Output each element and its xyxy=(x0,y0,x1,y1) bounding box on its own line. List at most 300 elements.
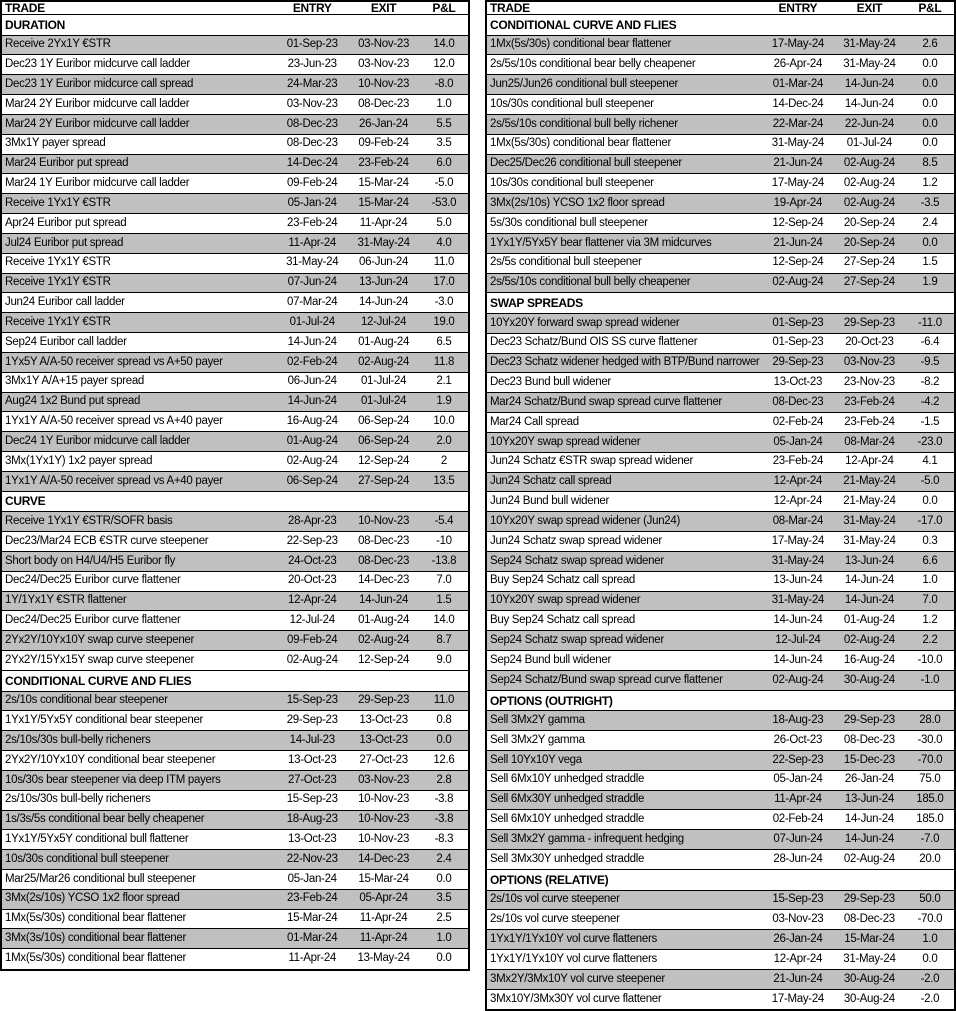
entry-cell: 26-Apr-24 xyxy=(763,55,833,75)
entry-cell: 12-Jul-24 xyxy=(277,611,347,631)
trade-cell: 2s/5s/10s conditional bull belly cheapener xyxy=(486,273,763,293)
table-row xyxy=(486,373,955,393)
entry-cell: 12-Sep-24 xyxy=(763,253,833,273)
exit-cell: 01-Jul-24 xyxy=(347,392,420,412)
entry-cell: 08-Dec-23 xyxy=(277,134,347,154)
trade-cell: Dec23 Bund bull widener xyxy=(486,373,763,393)
pnl-cell: -10.0 xyxy=(906,651,955,671)
table-row xyxy=(1,790,469,810)
trade-cell: 2s/10s/30s bull-belly richeners xyxy=(1,731,277,751)
exit-cell: 21-May-24 xyxy=(833,472,906,492)
pnl-cell: 10.0 xyxy=(420,412,469,432)
exit-cell: 14-Jun-24 xyxy=(833,830,906,850)
exit-cell: 06-Jun-24 xyxy=(347,253,420,273)
pnl-cell: 185.0 xyxy=(906,810,955,830)
trade-cell: Sell 6Mx10Y unhedged straddle xyxy=(486,810,763,830)
entry-cell: 27-Oct-23 xyxy=(277,770,347,790)
pnl-cell: -53.0 xyxy=(420,194,469,214)
pnl-cell: 12.6 xyxy=(420,751,469,771)
column-header-exit: EXIT xyxy=(347,1,420,15)
entry-cell: 01-Jul-24 xyxy=(277,313,347,333)
exit-cell: 08-Dec-23 xyxy=(347,551,420,571)
trades-table-left xyxy=(0,0,470,971)
pnl-cell: 1.0 xyxy=(906,571,955,591)
table-row xyxy=(1,471,469,491)
entry-cell: 09-Feb-24 xyxy=(277,174,347,194)
exit-cell: 15-Mar-24 xyxy=(347,870,420,890)
trade-cell: 10s/30s conditional bull steepener xyxy=(486,95,763,115)
pnl-cell: -70.0 xyxy=(906,910,955,930)
pnl-cell: 6.6 xyxy=(906,551,955,571)
entry-cell: 14-Jun-24 xyxy=(763,611,833,631)
exit-cell: 30-Aug-24 xyxy=(833,670,906,690)
trade-cell: Sep24 Euribor call ladder xyxy=(1,333,277,353)
table-row xyxy=(1,949,469,970)
table-row xyxy=(486,313,955,333)
column-header-trade: TRADE xyxy=(486,1,763,15)
table-row xyxy=(1,770,469,790)
trade-cell: Jun24 Schatz €STR swap spread widener xyxy=(486,452,763,472)
exit-cell: 13-May-24 xyxy=(347,949,420,970)
trade-cell: 2Yx2Y/15Yx15Y swap curve steepener xyxy=(1,651,277,671)
trade-cell: 3Mx(3s/10s) conditional bear flattener xyxy=(1,929,277,949)
pnl-cell: 75.0 xyxy=(906,770,955,790)
pnl-cell: 1.5 xyxy=(906,253,955,273)
table-row xyxy=(1,134,469,154)
table-row xyxy=(486,750,955,770)
table-row xyxy=(1,432,469,452)
pnl-cell: -9.5 xyxy=(906,353,955,373)
trade-cell: Dec23/Mar24 ECB €STR curve steepener xyxy=(1,532,277,552)
entry-cell: 23-Feb-24 xyxy=(277,214,347,234)
trade-cell: 2Yx2Y/10Yx10Y conditional bear steepener xyxy=(1,751,277,771)
table-row xyxy=(1,751,469,771)
table-row xyxy=(486,551,955,571)
exit-cell: 14-Jun-24 xyxy=(833,810,906,830)
pnl-cell: 2.2 xyxy=(906,631,955,651)
table-row xyxy=(486,571,955,591)
exit-cell: 27-Sep-24 xyxy=(347,471,420,491)
pnl-cell: 5.0 xyxy=(420,214,469,234)
trade-cell: 1Yx1Y A/A-50 receiver spread vs A+40 payer xyxy=(1,412,277,432)
pnl-cell: 14.0 xyxy=(420,35,469,55)
exit-cell: 20-Sep-24 xyxy=(833,214,906,234)
section-header-row xyxy=(486,15,955,36)
entry-cell: 31-May-24 xyxy=(763,591,833,611)
table-row xyxy=(1,731,469,751)
table-row xyxy=(486,790,955,810)
entry-cell: 12-Apr-24 xyxy=(277,591,347,611)
exit-cell: 26-Jan-24 xyxy=(833,770,906,790)
pnl-cell: 0.0 xyxy=(420,731,469,751)
table-row xyxy=(486,492,955,512)
trade-cell: Jun24 Euribor call ladder xyxy=(1,293,277,313)
exit-cell: 30-Aug-24 xyxy=(833,969,906,989)
pnl-cell: -4.2 xyxy=(906,393,955,413)
table-row xyxy=(1,810,469,830)
pnl-cell: 2.8 xyxy=(420,770,469,790)
entry-cell: 28-Apr-23 xyxy=(277,512,347,532)
table-row xyxy=(486,393,955,413)
pnl-cell: 0.0 xyxy=(906,233,955,253)
table-row xyxy=(1,174,469,194)
trade-cell: Sell 3Mx2Y gamma xyxy=(486,731,763,751)
entry-cell: 14-Jun-24 xyxy=(277,333,347,353)
section-header-row xyxy=(1,491,469,512)
table-row xyxy=(1,35,469,55)
pnl-cell: 50.0 xyxy=(906,890,955,910)
exit-cell: 21-May-24 xyxy=(833,492,906,512)
exit-cell: 01-Aug-24 xyxy=(833,611,906,631)
trade-cell: 2s/10s conditional bear steepener xyxy=(1,691,277,711)
table-row xyxy=(486,452,955,472)
exit-cell: 13-Oct-23 xyxy=(347,711,420,731)
table-row xyxy=(1,253,469,273)
pnl-cell: -5.0 xyxy=(420,174,469,194)
pnl-cell: -8.2 xyxy=(906,373,955,393)
entry-cell: 13-Oct-23 xyxy=(277,751,347,771)
table-row xyxy=(486,95,955,115)
pnl-cell: 8.5 xyxy=(906,154,955,174)
entry-cell: 11-Apr-24 xyxy=(277,233,347,253)
table-row xyxy=(486,611,955,631)
pnl-cell: -30.0 xyxy=(906,731,955,751)
entry-cell: 01-Aug-24 xyxy=(277,432,347,452)
exit-cell: 14-Jun-24 xyxy=(833,591,906,611)
entry-cell: 21-Jun-24 xyxy=(763,233,833,253)
entry-cell: 08-Dec-23 xyxy=(277,114,347,134)
pnl-cell: 1.9 xyxy=(906,273,955,293)
entry-cell: 05-Jan-24 xyxy=(763,770,833,790)
pnl-cell: 12.0 xyxy=(420,55,469,75)
exit-cell: 01-Aug-24 xyxy=(347,333,420,353)
table-row xyxy=(486,670,955,690)
trade-cell: 10Yx20Y swap spread widener (Jun24) xyxy=(486,512,763,532)
exit-cell: 02-Aug-24 xyxy=(833,174,906,194)
section-header-row xyxy=(486,293,955,314)
table-row xyxy=(486,770,955,790)
exit-cell: 15-Mar-24 xyxy=(347,194,420,214)
exit-cell: 31-May-24 xyxy=(833,35,906,55)
trade-cell: Short body on H4/U4/H5 Euribor fly xyxy=(1,551,277,571)
entry-cell: 11-Apr-24 xyxy=(277,949,347,970)
pnl-cell: 0.3 xyxy=(906,532,955,552)
exit-cell: 13-Jun-24 xyxy=(833,790,906,810)
pnl-cell: 0.0 xyxy=(906,114,955,134)
table-row xyxy=(1,532,469,552)
trade-cell: 2s/5s/10s conditional bear belly cheapener xyxy=(486,55,763,75)
trade-cell: Jun24 Bund bull widener xyxy=(486,492,763,512)
entry-cell: 07-Mar-24 xyxy=(277,293,347,313)
table-row xyxy=(486,413,955,433)
table-row xyxy=(1,711,469,731)
trade-cell: Mar24 1Y Euribor midcurve call ladder xyxy=(1,174,277,194)
trade-cell: 2s/5s/10s conditional bull belly richener xyxy=(486,114,763,134)
trade-cell: 2s/5s conditional bull steepener xyxy=(486,253,763,273)
entry-cell: 13-Oct-23 xyxy=(763,373,833,393)
entry-cell: 12-Apr-24 xyxy=(763,492,833,512)
trade-cell: 1s/3s/5s conditional bear belly cheapener xyxy=(1,810,277,830)
entry-cell: 15-Sep-23 xyxy=(277,691,347,711)
trade-cell: Mar24 2Y Euribor midcurve call ladder xyxy=(1,114,277,134)
table-row xyxy=(486,35,955,55)
entry-cell: 02-Aug-24 xyxy=(763,273,833,293)
table-row xyxy=(486,890,955,910)
exit-cell: 10-Nov-23 xyxy=(347,512,420,532)
trade-cell: 3Mx(1Yx1Y) 1x2 payer spread xyxy=(1,452,277,472)
table-row xyxy=(1,571,469,591)
entry-cell: 12-Jul-24 xyxy=(763,631,833,651)
pnl-cell: 5.5 xyxy=(420,114,469,134)
section-header-row xyxy=(486,690,955,711)
trade-cell: Mar24 Euribor put spread xyxy=(1,154,277,174)
pnl-cell: 0.0 xyxy=(420,949,469,970)
trade-cell: 1Yx1Y A/A-50 receiver spread vs A+40 payer xyxy=(1,471,277,491)
table-row xyxy=(1,233,469,253)
table-row xyxy=(486,233,955,253)
entry-cell: 26-Oct-23 xyxy=(763,731,833,751)
table-row xyxy=(486,989,955,1010)
exit-cell: 15-Mar-24 xyxy=(347,174,420,194)
table-row xyxy=(486,651,955,671)
trade-cell: Sep24 Schatz/Bund swap spread curve flattener xyxy=(486,670,763,690)
pnl-cell: 13.5 xyxy=(420,471,469,491)
entry-cell: 09-Feb-24 xyxy=(277,631,347,651)
exit-cell: 11-Apr-24 xyxy=(347,929,420,949)
trade-cell: 3Mx1Y A/A+15 payer spread xyxy=(1,372,277,392)
entry-cell: 11-Apr-24 xyxy=(763,790,833,810)
entry-cell: 07-Jun-24 xyxy=(763,830,833,850)
table-row xyxy=(1,372,469,392)
trade-cell: 3Mx(2s/10s) YCSO 1x2 floor spread xyxy=(486,194,763,214)
exit-cell: 29-Sep-23 xyxy=(833,313,906,333)
entry-cell: 18-Aug-23 xyxy=(277,810,347,830)
exit-cell: 05-Apr-24 xyxy=(347,889,420,909)
column-header-entry: ENTRY xyxy=(763,1,833,15)
exit-cell: 03-Nov-23 xyxy=(347,770,420,790)
exit-cell: 08-Dec-23 xyxy=(833,731,906,751)
trade-cell: 10s/30s conditional bull steepener xyxy=(1,850,277,870)
exit-cell: 31-May-24 xyxy=(833,512,906,532)
pnl-cell: 14.0 xyxy=(420,611,469,631)
entry-cell: 02-Feb-24 xyxy=(277,352,347,372)
table-row xyxy=(486,631,955,651)
trade-cell: Sep24 Schatz swap spread widener xyxy=(486,631,763,651)
table-row xyxy=(486,353,955,373)
table-row xyxy=(486,810,955,830)
pnl-cell: 1.2 xyxy=(906,611,955,631)
table-row xyxy=(1,909,469,929)
exit-cell: 13-Oct-23 xyxy=(347,731,420,751)
exit-cell: 09-Feb-24 xyxy=(347,134,420,154)
trade-cell: 2Yx2Y/10Yx10Y swap curve steepener xyxy=(1,631,277,651)
trade-cell: Dec23 Schatz widener hedged with BTP/Bund narrower xyxy=(486,353,763,373)
pnl-cell: -8.0 xyxy=(420,75,469,95)
table-row xyxy=(486,711,955,731)
entry-cell: 01-Sep-23 xyxy=(763,313,833,333)
pnl-cell: -7.0 xyxy=(906,830,955,850)
pnl-cell: 0.0 xyxy=(906,950,955,970)
exit-cell: 02-Aug-24 xyxy=(347,631,420,651)
table-row xyxy=(1,830,469,850)
table-row xyxy=(486,850,955,870)
table-row xyxy=(1,313,469,333)
entry-cell: 02-Aug-24 xyxy=(763,670,833,690)
table-row xyxy=(1,392,469,412)
trade-cell: Buy Sep24 Schatz call spread xyxy=(486,611,763,631)
pnl-cell: -13.8 xyxy=(420,551,469,571)
trade-cell: 10Yx20Y swap spread widener xyxy=(486,432,763,452)
table-row xyxy=(1,412,469,432)
trade-cell: 2s/10s vol curve steepener xyxy=(486,910,763,930)
exit-cell: 16-Aug-24 xyxy=(833,651,906,671)
table-row xyxy=(486,75,955,95)
pnl-cell: 2.4 xyxy=(420,850,469,870)
exit-cell: 23-Feb-24 xyxy=(347,154,420,174)
table-row xyxy=(486,154,955,174)
section-title: CURVE xyxy=(1,491,469,512)
table-row xyxy=(486,114,955,134)
table-row xyxy=(1,850,469,870)
trade-cell: 1Mx(5s/30s) conditional bear flattener xyxy=(486,134,763,154)
exit-cell: 15-Mar-24 xyxy=(833,930,906,950)
exit-cell: 20-Oct-23 xyxy=(833,333,906,353)
section-title: DURATION xyxy=(1,15,469,36)
exit-cell: 29-Sep-23 xyxy=(833,890,906,910)
table-row xyxy=(486,532,955,552)
pnl-cell: 28.0 xyxy=(906,711,955,731)
pnl-cell: 0.0 xyxy=(906,75,955,95)
trade-cell: 1Mx(5s/30s) conditional bear flattener xyxy=(1,949,277,970)
pnl-cell: 0.0 xyxy=(420,870,469,890)
exit-cell: 23-Nov-23 xyxy=(833,373,906,393)
table-row xyxy=(1,631,469,651)
exit-cell: 29-Sep-23 xyxy=(347,691,420,711)
trade-cell: Dec23 1Y Euribor midcurce call spread xyxy=(1,75,277,95)
pnl-cell: -2.0 xyxy=(906,969,955,989)
table-row xyxy=(1,352,469,372)
entry-cell: 01-Sep-23 xyxy=(277,35,347,55)
exit-cell: 10-Nov-23 xyxy=(347,790,420,810)
entry-cell: 17-May-24 xyxy=(763,989,833,1010)
entry-cell: 20-Oct-23 xyxy=(277,571,347,591)
entry-cell: 12-Sep-24 xyxy=(763,214,833,234)
pnl-cell: -6.4 xyxy=(906,333,955,353)
pnl-cell: 17.0 xyxy=(420,273,469,293)
pnl-cell: -17.0 xyxy=(906,512,955,532)
entry-cell: 17-May-24 xyxy=(763,174,833,194)
trade-cell: 10s/30s conditional bull steepener xyxy=(486,174,763,194)
exit-cell: 02-Aug-24 xyxy=(833,631,906,651)
exit-cell: 10-Nov-23 xyxy=(347,75,420,95)
entry-cell: 14-Jun-24 xyxy=(277,392,347,412)
section-header-row xyxy=(486,869,955,890)
trade-cell: Dec24/Dec25 Euribor curve flattener xyxy=(1,571,277,591)
exit-cell: 14-Jun-24 xyxy=(833,571,906,591)
trade-cell: Buy Sep24 Schatz call spread xyxy=(486,571,763,591)
entry-cell: 31-May-24 xyxy=(763,551,833,571)
pnl-cell: -3.8 xyxy=(420,790,469,810)
trade-cell: 10Yx20Y swap spread widener xyxy=(486,591,763,611)
entry-cell: 05-Jan-24 xyxy=(763,432,833,452)
table-row xyxy=(1,452,469,472)
pnl-cell: 3.5 xyxy=(420,889,469,909)
trade-cell: Receive 2Yx1Y €STR xyxy=(1,35,277,55)
entry-cell: 02-Aug-24 xyxy=(277,452,347,472)
entry-cell: 02-Feb-24 xyxy=(763,810,833,830)
table-row xyxy=(486,194,955,214)
trade-cell: Receive 1Yx1Y €STR/SOFR basis xyxy=(1,512,277,532)
exit-cell: 12-Sep-24 xyxy=(347,651,420,671)
trade-cell: Mar24 Call spread xyxy=(486,413,763,433)
trade-cell: Sell 3Mx30Y unhedged straddle xyxy=(486,850,763,870)
pnl-cell: 2.5 xyxy=(420,909,469,929)
exit-cell: 23-Feb-24 xyxy=(833,413,906,433)
table-row xyxy=(486,910,955,930)
pnl-cell: 1.2 xyxy=(906,174,955,194)
exit-cell: 12-Jul-24 xyxy=(347,313,420,333)
table-row xyxy=(486,731,955,751)
pnl-cell: -2.0 xyxy=(906,989,955,1010)
entry-cell: 18-Aug-23 xyxy=(763,711,833,731)
pnl-cell: -3.5 xyxy=(906,194,955,214)
exit-cell: 20-Sep-24 xyxy=(833,233,906,253)
entry-cell: 22-Nov-23 xyxy=(277,850,347,870)
table-row xyxy=(486,333,955,353)
entry-cell: 29-Sep-23 xyxy=(277,711,347,731)
entry-cell: 01-Sep-23 xyxy=(763,333,833,353)
trade-cell: Jun24 Schatz call spread xyxy=(486,472,763,492)
entry-cell: 31-May-24 xyxy=(277,253,347,273)
table-row xyxy=(486,174,955,194)
trade-cell: Sell 3Mx2Y gamma xyxy=(486,711,763,731)
table-row xyxy=(1,214,469,234)
pnl-cell: -5.4 xyxy=(420,512,469,532)
section-header-row xyxy=(1,15,469,36)
exit-cell: 27-Sep-24 xyxy=(833,273,906,293)
entry-cell: 21-Jun-24 xyxy=(763,154,833,174)
exit-cell: 10-Nov-23 xyxy=(347,830,420,850)
trades-table-right xyxy=(485,0,956,1011)
exit-cell: 03-Nov-23 xyxy=(833,353,906,373)
trade-cell: Dec25/Dec26 conditional bull steepener xyxy=(486,154,763,174)
pnl-cell: 9.0 xyxy=(420,651,469,671)
trade-cell: Receive 1Yx1Y €STR xyxy=(1,313,277,333)
trade-cell: 2s/10s/30s bull-belly richeners xyxy=(1,790,277,810)
exit-cell: 31-May-24 xyxy=(833,950,906,970)
trade-cell: Dec23 1Y Euribor midcurve call ladder xyxy=(1,55,277,75)
entry-cell: 19-Apr-24 xyxy=(763,194,833,214)
column-header-trade: TRADE xyxy=(1,1,277,15)
trade-cell: Sell 6Mx30Y unhedged straddle xyxy=(486,790,763,810)
table-row xyxy=(1,512,469,532)
exit-cell: 31-May-24 xyxy=(347,233,420,253)
pnl-cell: 7.0 xyxy=(420,571,469,591)
trade-cell: Dec24 1Y Euribor midcurve call ladder xyxy=(1,432,277,452)
exit-cell: 11-Apr-24 xyxy=(347,909,420,929)
exit-cell: 01-Aug-24 xyxy=(347,611,420,631)
exit-cell: 14-Dec-23 xyxy=(347,571,420,591)
table-row xyxy=(1,551,469,571)
exit-cell: 31-May-24 xyxy=(833,55,906,75)
exit-cell: 15-Dec-23 xyxy=(833,750,906,770)
entry-cell: 15-Sep-23 xyxy=(277,790,347,810)
pnl-cell: 11.0 xyxy=(420,691,469,711)
table-row xyxy=(1,194,469,214)
pnl-cell: -5.0 xyxy=(906,472,955,492)
section-title: CONDITIONAL CURVE AND FLIES xyxy=(1,670,469,691)
trade-cell: Jun25/Jun26 conditional bull steepener xyxy=(486,75,763,95)
